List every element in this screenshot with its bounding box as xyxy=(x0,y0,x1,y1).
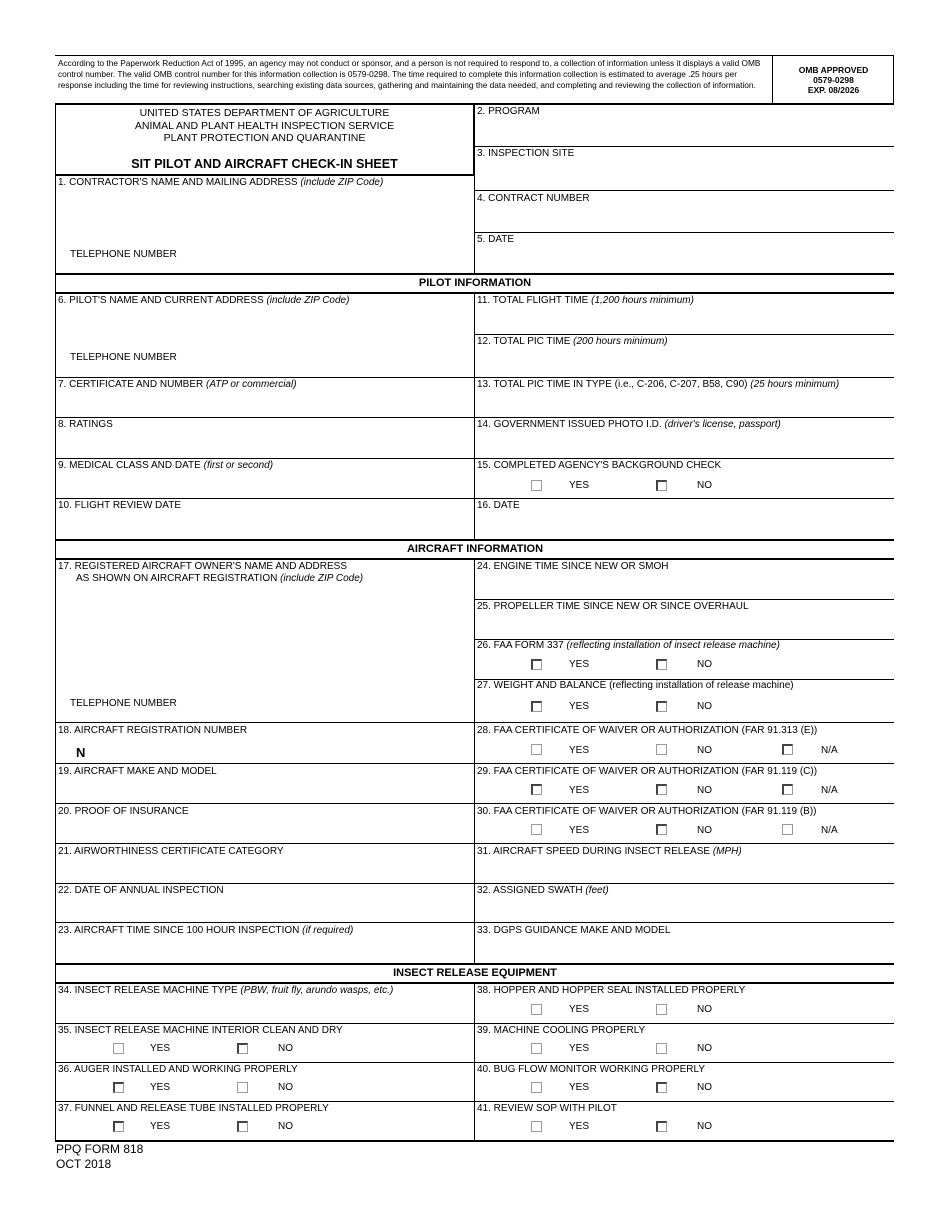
faa-337-no-checkbox[interactable] xyxy=(656,659,667,670)
waiver-91313-na-checkbox[interactable] xyxy=(782,744,793,755)
no-label: NO xyxy=(278,1082,293,1093)
no-label: NO xyxy=(278,1121,293,1132)
na-label: N/A xyxy=(821,825,838,836)
machine-cooling-yes-checkbox[interactable] xyxy=(531,1043,542,1054)
no-label: NO xyxy=(697,1004,712,1015)
engine-time-label[interactable]: 24. ENGINE TIME SINCE NEW OR SMOH xyxy=(477,561,669,572)
omb-approved xyxy=(773,65,894,95)
no-label: NO xyxy=(697,745,712,756)
omb-approved-label: OMB APPROVED xyxy=(798,65,869,75)
ratings-label[interactable]: 8. RATINGS xyxy=(58,419,113,430)
yes-label: YES xyxy=(569,1082,590,1093)
waiver-91119c-no-checkbox[interactable] xyxy=(656,784,667,795)
no-label: NO xyxy=(697,480,712,491)
contractor-telephone-label[interactable]: TELEPHONE NUMBER xyxy=(70,249,177,260)
review-sop-yes-checkbox[interactable] xyxy=(531,1121,542,1132)
hopper-seal-no-checkbox[interactable] xyxy=(656,1004,667,1015)
yes-label: YES xyxy=(150,1043,171,1054)
paperwork-notice: According to the Paperwork Reduction Act of 1995, an agency may not conduct or sponsor, and a person is not required to respond to, a collection of information unless it displays a valid OMB control number. The valid OMB control number for this information collection is 0579-0298. The time required to complete this information collection is estimated to average .25 hours per response including the time for reviewing instructions, searching existing data sources, gathering and maintaining the data needed, and completing and reviewing the collection of information. xyxy=(58,58,761,90)
auger-yes-checkbox[interactable] xyxy=(113,1082,124,1093)
assigned-swath-label[interactable]: 32. ASSIGNED SWATH (feet) xyxy=(477,885,609,896)
pic-time-in-type-label[interactable]: 13. TOTAL PIC TIME IN TYPE (i.e., C-206, C-207, B58, C90) (25 hours minimum) xyxy=(477,379,840,390)
waiver-91313-yes-checkbox[interactable] xyxy=(531,744,542,755)
auger-no-checkbox[interactable] xyxy=(237,1082,248,1093)
waiver-91313-label[interactable]: 28. FAA CERTIFICATE OF WAIVER OR AUTHORIZATION (FAR 91.313 (E)) xyxy=(477,725,818,736)
photo-id-label[interactable]: 14. GOVERNMENT ISSUED PHOTO I.D. (driver's license, passport) xyxy=(477,419,781,430)
faa-337-yes-checkbox[interactable] xyxy=(531,659,542,670)
review-sop-label[interactable]: 41. REVIEW SOP WITH PILOT xyxy=(477,1103,617,1114)
agency-block xyxy=(57,107,472,145)
funnel-yes-checkbox[interactable] xyxy=(113,1121,124,1132)
yes-label: YES xyxy=(569,1121,590,1132)
program-label[interactable]: 2. PROGRAM xyxy=(477,106,540,117)
waiver-91119b-yes-checkbox[interactable] xyxy=(531,824,542,835)
machine-clean-label[interactable]: 35. INSECT RELEASE MACHINE INTERIOR CLEAN AND DRY xyxy=(58,1025,343,1036)
yes-label: YES xyxy=(569,1004,590,1015)
yes-label: YES xyxy=(569,745,590,756)
agency-program: PLANT PROTECTION AND QUARANTINE xyxy=(163,132,366,144)
weight-balance-no-checkbox[interactable] xyxy=(656,701,667,712)
owner-telephone-label[interactable]: TELEPHONE NUMBER xyxy=(70,698,177,709)
make-model-label[interactable]: 19. AIRCRAFT MAKE AND MODEL xyxy=(58,766,217,777)
no-label: NO xyxy=(697,1043,712,1054)
agency-service: ANIMAL AND PLANT HEALTH INSPECTION SERVICE xyxy=(134,119,395,132)
funnel-label[interactable]: 37. FUNNEL AND RELEASE TUBE INSTALLED PROPERLY xyxy=(58,1103,329,1114)
pilot-name-label[interactable]: 6. PILOT'S NAME AND CURRENT ADDRESS (include ZIP Code) xyxy=(58,295,350,306)
hopper-seal-label[interactable]: 38. HOPPER AND HOPPER SEAL INSTALLED PROPERLY xyxy=(477,985,746,996)
hopper-seal-yes-checkbox[interactable] xyxy=(531,1004,542,1015)
no-label: NO xyxy=(697,1121,712,1132)
yes-label: YES xyxy=(569,1043,590,1054)
aircraft-owner-label-2[interactable]: AS SHOWN ON AIRCRAFT REGISTRATION (include ZIP Code) xyxy=(76,573,364,584)
waiver-91119b-na-checkbox[interactable] xyxy=(782,824,793,835)
contract-number-label[interactable]: 4. CONTRACT NUMBER xyxy=(477,193,590,204)
waiver-91119b-label[interactable]: 30. FAA CERTIFICATE OF WAIVER OR AUTHORIZATION (FAR 91.119 (B)) xyxy=(477,806,817,817)
no-label: NO xyxy=(697,659,712,670)
bug-flow-yes-checkbox[interactable] xyxy=(531,1082,542,1093)
flight-review-label[interactable]: 10. FLIGHT REVIEW DATE xyxy=(58,500,181,511)
yes-label: YES xyxy=(150,1082,171,1093)
bug-flow-no-checkbox[interactable] xyxy=(656,1082,667,1093)
background-check-label[interactable]: 15. COMPLETED AGENCY'S BACKGROUND CHECK xyxy=(477,460,722,471)
waiver-91119c-na-checkbox[interactable] xyxy=(782,784,793,795)
contractor-name-label[interactable]: 1. CONTRACTOR'S NAME AND MAILING ADDRESS (include ZIP Code) xyxy=(58,177,384,188)
registration-prefix: N xyxy=(76,745,86,760)
funnel-no-checkbox[interactable] xyxy=(237,1121,248,1132)
background-check-yes-checkbox[interactable] xyxy=(531,480,542,491)
waiver-91313-no-checkbox[interactable] xyxy=(656,744,667,755)
bug-flow-label[interactable]: 40. BUG FLOW MONITOR WORKING PROPERLY xyxy=(477,1064,705,1075)
airworthiness-label[interactable]: 21. AIRWORTHINESS CERTIFICATE CATEGORY xyxy=(58,846,284,857)
weight-balance-yes-checkbox[interactable] xyxy=(531,701,542,712)
date-16-label[interactable]: 16. DATE xyxy=(477,500,520,511)
date-label[interactable]: 5. DATE xyxy=(477,234,515,245)
certificate-label[interactable]: 7. CERTIFICATE AND NUMBER (ATP or commercial) xyxy=(58,379,297,390)
no-label: NO xyxy=(697,1082,712,1093)
yes-label: YES xyxy=(569,701,590,712)
pilot-telephone-label[interactable]: TELEPHONE NUMBER xyxy=(70,352,177,363)
waiver-91119b-no-checkbox[interactable] xyxy=(656,824,667,835)
propeller-time-label[interactable]: 25. PROPELLER TIME SINCE NEW OR SINCE OVERHAUL xyxy=(477,601,749,612)
machine-clean-no-checkbox[interactable] xyxy=(237,1043,248,1054)
yes-label: YES xyxy=(569,659,590,670)
total-pic-time-label[interactable]: 12. TOTAL PIC TIME (200 hours minimum) xyxy=(477,336,668,347)
machine-clean-yes-checkbox[interactable] xyxy=(113,1043,124,1054)
no-label: NO xyxy=(278,1043,293,1054)
hundred-hour-label[interactable]: 23. AIRCRAFT TIME SINCE 100 HOUR INSPECTION (if required) xyxy=(58,925,354,936)
no-label: NO xyxy=(697,825,712,836)
yes-label: YES xyxy=(150,1121,171,1132)
na-label: N/A xyxy=(821,745,838,756)
no-label: NO xyxy=(697,701,712,712)
na-label: N/A xyxy=(821,785,838,796)
annual-inspection-label[interactable]: 22. DATE OF ANNUAL INSPECTION xyxy=(58,885,224,896)
inspection-site-label[interactable]: 3. INSPECTION SITE xyxy=(477,148,575,159)
machine-cooling-label[interactable]: 39. MACHINE COOLING PROPERLY xyxy=(477,1025,646,1036)
form-title: SIT PILOT AND AIRCRAFT CHECK-IN SHEET xyxy=(131,157,398,171)
aircraft-speed-label[interactable]: 31. AIRCRAFT SPEED DURING INSECT RELEASE (MPH) xyxy=(477,846,742,857)
yes-label: YES xyxy=(569,480,590,491)
waiver-91119c-yes-checkbox[interactable] xyxy=(531,784,542,795)
agency-department: UNITED STATES DEPARTMENT OF AGRICULTURE xyxy=(139,107,390,119)
yes-label: YES xyxy=(569,825,590,836)
insurance-label[interactable]: 20. PROOF OF INSURANCE xyxy=(58,806,189,817)
registration-number-label[interactable]: 18. AIRCRAFT REGISTRATION NUMBER xyxy=(58,725,248,736)
auger-label[interactable]: 36. AUGER INSTALLED AND WORKING PROPERLY xyxy=(58,1064,298,1075)
machine-cooling-no-checkbox[interactable] xyxy=(656,1043,667,1054)
weight-balance-label[interactable]: 27. WEIGHT AND BALANCE (reflecting installation of release machine) xyxy=(477,680,794,691)
no-label: NO xyxy=(697,785,712,796)
release-machine-type-label[interactable]: 34. INSECT RELEASE MACHINE TYPE (PBW, fruit fly, arundo wasps, etc.) xyxy=(58,985,394,996)
section-pilot-information: PILOT INFORMATION xyxy=(418,277,532,289)
omb-number: 0579-0298 xyxy=(813,75,854,85)
medical-class-label[interactable]: 9. MEDICAL CLASS AND DATE (first or second) xyxy=(58,460,274,471)
waiver-91119c-label[interactable]: 29. FAA CERTIFICATE OF WAIVER OR AUTHORIZATION (FAR 91.119 (C)) xyxy=(477,766,818,777)
form-date: OCT 2018 xyxy=(56,1157,112,1171)
aircraft-owner-label[interactable]: 17. REGISTERED AIRCRAFT OWNER'S NAME AND ADDRESS xyxy=(58,561,348,572)
omb-expiration: EXP. 08/2026 xyxy=(807,85,860,95)
background-check-no-checkbox[interactable] xyxy=(656,480,667,491)
form-number: PPQ FORM 818 xyxy=(56,1142,144,1156)
section-insect-release-equipment: INSECT RELEASE EQUIPMENT xyxy=(393,967,557,979)
section-aircraft-information: AIRCRAFT INFORMATION xyxy=(406,543,544,555)
review-sop-no-checkbox[interactable] xyxy=(656,1121,667,1132)
faa-form-337-label[interactable]: 26. FAA FORM 337 (reflecting installation of insect release machine) xyxy=(477,640,780,651)
dgps-guidance-label[interactable]: 33. DGPS GUIDANCE MAKE AND MODEL xyxy=(477,925,671,936)
yes-label: YES xyxy=(569,785,590,796)
total-flight-time-label[interactable]: 11. TOTAL FLIGHT TIME (1,200 hours minimum) xyxy=(477,295,694,306)
